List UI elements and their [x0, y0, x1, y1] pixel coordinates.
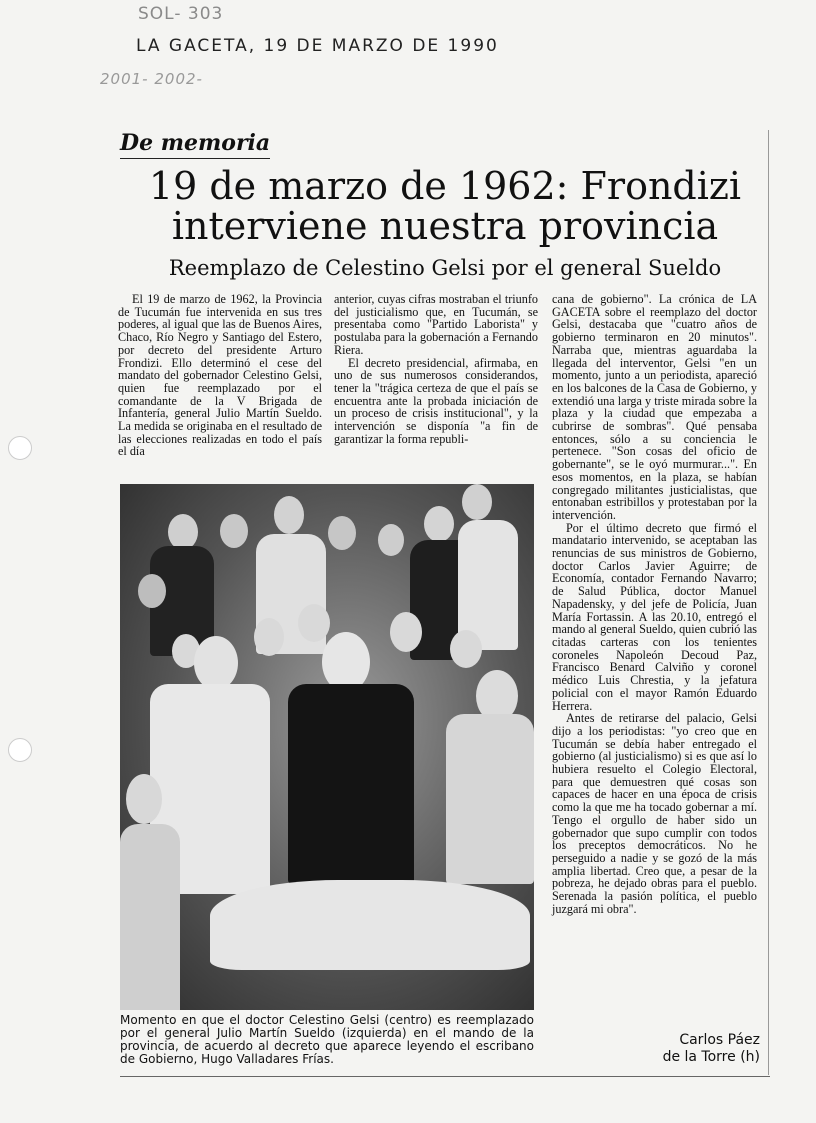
paragraph: El decreto presidencial, afirmaba, en uno de sus numerosos considerandos, tener la "trágica certeza de que el país se encuentra ante la probada iniciación de un proceso de crisis institucional", y la intervención se disponía "a fin de garantizar la forma republi-	[334, 355, 538, 446]
paragraph: El 19 de marzo de 1962, la Provincia de Tucumán fue intervenida en sus tres poderes, al igual que las de Buenos Aires, Chaco, Río Negro y Santiago del Estero, por decreto del presidente Arturo Frondizi. Ello determinó el cese del mandato del gobernador Celestino Gelsi, quien fue reemplazado por el comandante de la V Brigada de Infantería, general Julio Martín Sueldo. La medida se originaba en el resultado de las elecciones realizadas en todo el país el día	[118, 292, 322, 459]
paragraph: anterior, cuyas cifras mostraban el triunfo del justicialismo que, en Tucumán, se presentaba como "Partido Laborista" y postulaba para la gobernación a Fernando Riera.	[334, 292, 538, 357]
paragraph: Antes de retirarse del palacio, Gelsi dijo a los periodistas: "yo creo que en Tucumán se debía haber entregado el gobierno (al justicialismo) si es que así lo hubiera resuelto el Colegio Electoral, para que demuestren qué cosas son capaces de hacer en una época de crisis como la que me ha tocado gobernar a mí. Tengo el orgullo de haber sido un gobernador que supo cumplir con todos los preceptos democráticos. No he perseguido a nadie y se gozó de la más amplia libertad. Creo que, a pesar de la pobreza, he dejado obras para el pueblo. Serenada la pasión política, el pueblo juzgará mi obra".	[552, 711, 757, 916]
byline	[600, 1032, 760, 1066]
punch-hole-top	[8, 436, 32, 460]
subheadline: Reemplazo de Celestino Gelsi por el general Sueldo	[168, 256, 722, 280]
text-column-1	[118, 293, 322, 458]
punch-hole-bottom	[8, 738, 32, 762]
headline	[120, 166, 770, 246]
source-annotation: LA GACETA, 19 DE MARZO DE 1990	[136, 36, 499, 56]
paragraph: Por el último decreto que firmó el mandatario intervenido, se aceptaban las renuncias de sus ministros de Gobierno, doctor Carlos Javier Aguirre; de Economía, contador Fernando Navarro; de Salud Pública, doctor Manuel Napadensky, y del jefe de Policía, Juan María Fortassin. A las 20.10, entregó el mando al general Sueldo, quien cubrió las citadas carteras con los tenientes coroneles Napoleón Decoud Paz, Francisco Benard Calviño y coronel médico Luis Chrestia, y la jefatura policial con el mayor Ramón Eduardo Herrera.	[552, 520, 757, 713]
years-annotation: 2001- 2002-	[100, 70, 203, 88]
text-column-2	[334, 293, 538, 445]
headline-line-1: 19 de marzo de 1962: Frondizi	[148, 164, 742, 208]
photo-caption: Momento en que el doctor Celestino Gelsi (centro) es reemplazado por el general Julio Martín Sueldo (izquierda) en el mando de la provincia, de acuerdo al decreto que aparece leyendo el escribano de Gobierno, Hugo Valladares Frías.	[120, 1013, 534, 1066]
headline-line-2: interviene nuestra provincia	[171, 204, 719, 248]
section-label: De memoria	[120, 130, 270, 159]
paragraph: cana de gobierno". La crónica de LA GACETA sobre el reemplazo del doctor Gelsi, destacaba que "cuatro años de gobierno terminaron en 20 minutos". Narraba que, mientras aguardaba la llegada del interventor, Gelsi "en un momento, junto a un periodista, apareció en los balcones de la Casa de Gobierno, y extendió una larga y triste mirada sobre la plaza y la ciudad que empezaba a cubrirse de sombras". Qué pensaba entonces, sólo a su conciencia le pertenece. "Son cosas del oficio de gobernante", se le oyó murmurar...". En esos momentos, en la plaza, se habían congregado militantes justicialistas, que entonaban estribillos y protestaban por la intervención.	[552, 292, 757, 522]
text-column-3	[552, 293, 757, 915]
byline-name: Carlos Páez	[679, 1032, 760, 1048]
byline-suffix: de la Torre (h)	[662, 1049, 760, 1065]
archive-code: SOL- 303	[138, 4, 224, 24]
column-rule-bottom	[120, 1076, 770, 1077]
desk	[210, 880, 530, 970]
